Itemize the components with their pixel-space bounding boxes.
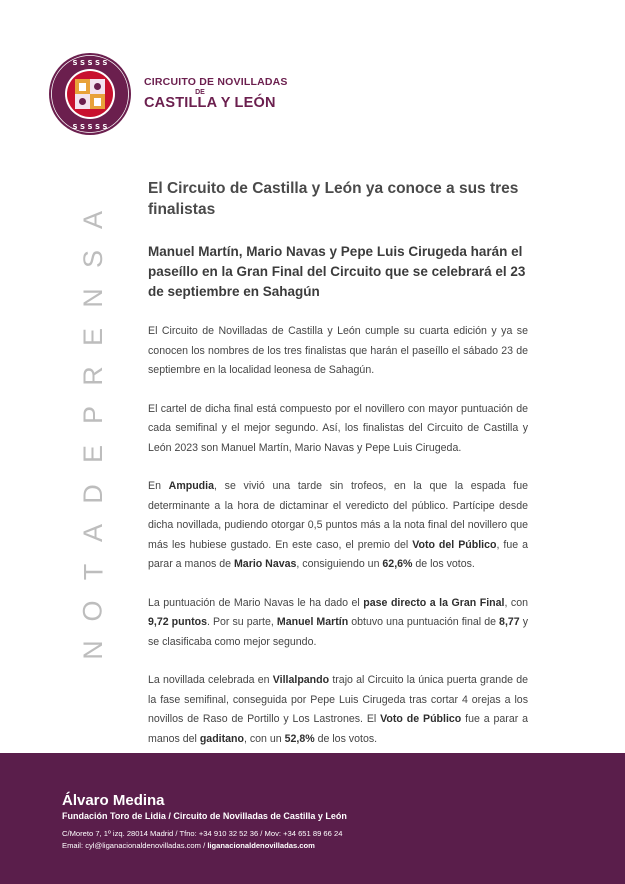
label-letter: E <box>77 445 108 464</box>
logo-line2: DE <box>195 89 205 96</box>
contact-address: C/Moreto 7, 1º izq. 28014 Madrid / Tfno: +34 910 32 52 36 / Mov: +34 651 89 66 24 <box>62 829 343 838</box>
headline: El Circuito de Castilla y León ya conoce a sus tres finalistas <box>148 180 519 218</box>
bold-text: 52,8% <box>284 732 315 745</box>
contact-name: Álvaro Medina <box>62 792 165 809</box>
bold-text: Ampudia <box>168 480 214 492</box>
label-letter: R <box>78 366 108 387</box>
bold-text: 62,6% <box>382 558 413 570</box>
article-body <box>148 178 528 768</box>
subheadline: Manuel Martín, Mario Navas y Pepe Luis Cirugeda harán el paseíllo en la Gran Final del Circuito que se celebrará el 23 de septiembre en Sahagún <box>148 244 526 299</box>
contact-email[interactable]: Email: cyl@liganacionaldenovilladas.com / <box>62 841 208 850</box>
label-letter: O <box>77 600 108 622</box>
svg-text:S S S S S: S S S S S <box>72 123 108 131</box>
label-letter: S <box>77 250 108 269</box>
label-letter: N <box>78 640 108 660</box>
logo <box>48 52 288 142</box>
paragraph: La puntuación de Mario Navas le ha dado el pase directo a la Gran Final, con 9,72 puntos. Por su parte, Manuel Martín obtuvo una puntuación final de 8,77 y se clasificaba como mejor segundo. <box>148 596 529 648</box>
label-letter: T <box>78 563 108 580</box>
bold-text: pase directo a la Gran Final <box>363 596 505 609</box>
svg-text:S S S S S: S S S S S <box>72 59 108 67</box>
logo-line3: CASTILLA Y LEÓN <box>144 95 276 111</box>
website-link[interactable]: liganacionaldenovilladas.com <box>207 841 315 850</box>
bold-text: Voto de Público <box>380 713 462 725</box>
footer <box>0 753 625 884</box>
bold-text: Villalpando <box>272 674 330 686</box>
bold-text: Manuel Martín <box>276 616 349 628</box>
label-letter: D <box>78 483 108 504</box>
paragraph: La novillada celebrada en Villalpando trajo al Circuito la única puerta grande de la fase semifinal, conseguida por Pepe Luis Cirugeda tras cortar 4 orejas a los novillos de Raso de Portillo y Los Lastrones. El Voto de Público fue a parar a manos del gaditano, con un 52,8% de los votos. <box>148 674 529 745</box>
bold-text: Voto del Público <box>412 538 497 551</box>
nota-de-prensa-label <box>78 205 108 665</box>
label-letter: P <box>77 406 108 425</box>
label-letter: N <box>78 288 108 308</box>
bold-text: Mario Navas <box>233 558 297 570</box>
contact-email-line <box>62 841 315 850</box>
paragraph: El Circuito de Novilladas de Castilla y León cumple su cuarta edición y ya se conocen los nombres de los tres finalistas que harán el paseíllo el sábado 23 de septiembre en la localidad leonesa de Sahagún. <box>148 325 528 376</box>
logo-text <box>144 76 288 111</box>
bold-text: gaditano <box>199 732 244 745</box>
label-letter: E <box>77 328 108 347</box>
bold-text: 8,77 <box>499 616 520 628</box>
paragraph: En Ampudia, se vivió una tarde sin trofeos, en la que la espada fue determinante a la hora de dictaminar el veredicto del público. Partícipe desde dicha novillada, pudiendo otorgar 0,5 puntos más a la nota final del novillero que más les hubiese gustado. En este caso, el premio del Voto del Público, fue a parar a manos de Mario Navas, consiguiendo un 62,6% de los votos. <box>148 480 528 570</box>
contact-organization: Fundación Toro de Lidia / Circuito de Novilladas de Castilla y León <box>62 811 347 821</box>
label-letter: A <box>77 210 108 230</box>
logo-line1: CIRCUITO DE NOVILLADAS <box>144 76 288 88</box>
castilla-leon-seal-icon <box>48 52 132 136</box>
bold-text: 9,72 puntos <box>148 616 207 628</box>
label-letter: A <box>77 523 108 542</box>
paragraph: El cartel de dicha final está compuesto por el novillero con mayor puntuación de cada semifinal y el mejor segundo. Así, los finalistas del Circuito de Castilla y León 2023 son Manuel Martín, Mario Navas y Pepe Luis Cirugeda. <box>148 402 528 454</box>
